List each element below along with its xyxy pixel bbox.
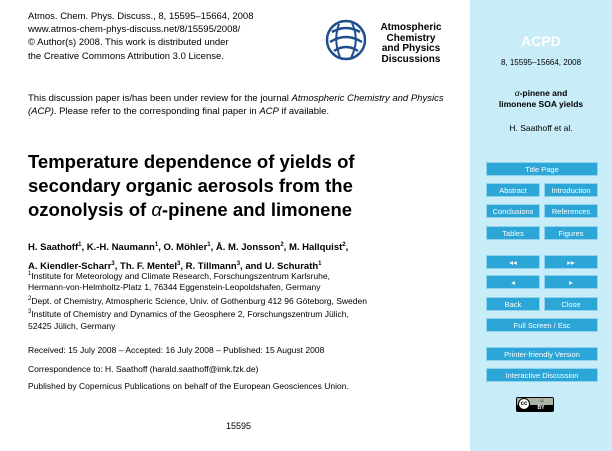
author-name: O. Möhler bbox=[163, 242, 208, 254]
short-title-alpha: α bbox=[514, 88, 520, 98]
author-aff: 1 bbox=[207, 242, 211, 248]
publisher-line: Published by Copernicus Publications on behalf of the European Geosciences Union. bbox=[28, 381, 349, 391]
affiliation-num: 3 bbox=[28, 309, 32, 316]
introduction-button[interactable]: Introduction bbox=[544, 183, 598, 197]
short-author: H. Saathoff et al. bbox=[509, 123, 573, 133]
logo-line: Discussions bbox=[381, 53, 441, 65]
author-sep: , bbox=[81, 242, 87, 254]
author-name: U. Schurath bbox=[264, 261, 319, 273]
globe-logo-icon bbox=[324, 18, 368, 62]
author-aff: 3 bbox=[177, 261, 181, 268]
author-name: A. Kiendler-Scharr bbox=[28, 261, 112, 273]
review-notice bbox=[28, 92, 458, 118]
author-sep: , bbox=[158, 242, 164, 254]
affiliation-text: 52425 Jülich, Germany bbox=[28, 320, 116, 331]
conclusions-button[interactable]: Conclusions bbox=[486, 204, 540, 218]
author-name: H. Saathoff bbox=[28, 242, 79, 254]
affiliation-text: Hermann-von-Helmholtz-Platz 1, 76344 Eggenstein-Leopoldshafen, Germany bbox=[28, 282, 321, 293]
copyright-line: © Author(s) 2008. This work is distributed under bbox=[28, 37, 229, 49]
received-dates: Received: 15 July 2008 – Accepted: 16 July 2008 – Published: 15 August 2008 bbox=[28, 345, 325, 355]
author-aff: 2 bbox=[342, 242, 346, 248]
citation-line: Atmos. Chem. Phys. Discuss., 8, 15595–15664, 2008 bbox=[28, 11, 254, 22]
notice-journal: Atmospheric Chemistry and Physics (ACP) bbox=[28, 93, 444, 117]
author-aff: 1 bbox=[318, 261, 322, 268]
affiliation-text: Institute for Meteorology and Climate Research, Forschungszentrum Karlsruhe, bbox=[31, 270, 330, 281]
notice-acp: ACP bbox=[259, 106, 279, 117]
title-alpha: α bbox=[151, 199, 162, 220]
author-name: Th. F. Mentel bbox=[120, 261, 178, 273]
short-title-line bbox=[470, 88, 612, 99]
references-button[interactable]: References bbox=[544, 204, 598, 218]
logo-line: and Physics bbox=[381, 43, 441, 54]
close-button[interactable]: Close bbox=[544, 297, 598, 311]
affiliation-list bbox=[28, 269, 464, 332]
author-name: M. Hallquist bbox=[288, 242, 343, 254]
author-sep: , bbox=[180, 261, 186, 273]
affiliation-text: Dept. of Chemistry, Atmospheric Science, Univ. of Gothenburg 412 96 Göteborg, Sweden bbox=[31, 295, 367, 306]
affiliation-num: 2 bbox=[28, 296, 32, 303]
next-page-icon[interactable]: ▸ bbox=[544, 275, 598, 289]
figures-button[interactable]: Figures bbox=[544, 226, 598, 240]
author-sep: , bbox=[283, 242, 289, 254]
prev-page-icon[interactable]: ◂ bbox=[486, 275, 540, 289]
last-page-icon[interactable]: ▸▸ bbox=[544, 255, 598, 269]
citation-header bbox=[28, 10, 254, 63]
page-number: 15595 bbox=[226, 421, 252, 431]
title-line bbox=[28, 198, 458, 222]
back-button[interactable]: Back bbox=[486, 297, 540, 311]
title-text: -pinene and limonene bbox=[161, 199, 353, 220]
author-aff: 3 bbox=[236, 261, 241, 268]
fullscreen-button[interactable]: Full Screen / Esc bbox=[486, 318, 598, 332]
cc-by-license-icon[interactable] bbox=[516, 397, 554, 412]
author-name: Å. M. Jonsson bbox=[215, 242, 281, 254]
journal-abbrev: ACPD bbox=[521, 33, 561, 49]
affiliation-text: Institute of Chemistry and Dynamics of the Geosphere 2, Forschungszentrum Jülich, bbox=[31, 309, 349, 320]
printer-friendly-button[interactable]: Printer-friendly Version bbox=[486, 347, 598, 361]
abstract-button[interactable]: Abstract bbox=[486, 183, 540, 197]
author-aff: 3 bbox=[111, 261, 115, 268]
author-sep: , bbox=[114, 261, 121, 273]
interactive-discussion-button[interactable]: Interactive Discussion bbox=[486, 368, 598, 382]
first-page-icon[interactable]: ◂◂ bbox=[486, 255, 540, 269]
affiliation-item bbox=[28, 294, 464, 307]
notice-text: This discussion paper is/has been under review for the journal bbox=[28, 93, 292, 104]
title-page-button[interactable]: Title Page bbox=[486, 162, 598, 176]
logo-line: Chemistry bbox=[386, 32, 436, 44]
affiliation-num: 1 bbox=[28, 271, 32, 277]
logo-wordmark bbox=[368, 23, 454, 65]
author-sep: , and bbox=[240, 261, 265, 273]
journal-ref: 8, 15595–15664, 2008 bbox=[500, 58, 582, 67]
article-url[interactable]: www.atmos-chem-phys-discuss.net/8/15595/2008/ bbox=[28, 24, 241, 36]
affiliation-item bbox=[28, 269, 464, 282]
author-line bbox=[28, 237, 464, 256]
license-line: the Creative Commons Attribution 3.0 License. bbox=[28, 50, 224, 62]
cc-by-label: BY bbox=[537, 405, 545, 411]
cc-by-person-icon: ☺ bbox=[539, 398, 545, 404]
title-line: Temperature dependence of yields of bbox=[28, 151, 355, 172]
correspondence: Correspondence to: H. Saathoff (harald.saathoff@imk.fzk.de) bbox=[28, 364, 259, 374]
short-title bbox=[470, 88, 612, 110]
author-name: K.-H. Naumann bbox=[86, 242, 155, 254]
short-title-line: limonene SOA yields bbox=[498, 99, 584, 109]
author-name: R. Tillmann bbox=[185, 261, 237, 273]
cc-logo-icon: cc bbox=[518, 398, 530, 410]
author-sep: , bbox=[210, 242, 216, 254]
title-line: secondary organic aerosols from the bbox=[28, 175, 353, 196]
tables-button[interactable]: Tables bbox=[486, 226, 540, 240]
logo-line: Atmospheric bbox=[380, 22, 442, 33]
notice-text: . Please refer to the corresponding final paper in bbox=[53, 106, 260, 117]
short-title-text: -pinene and bbox=[519, 88, 568, 98]
author-aff: 1 bbox=[78, 242, 82, 248]
title-text: ozonolysis of bbox=[28, 199, 152, 220]
affiliation-item bbox=[28, 307, 464, 320]
paper-title bbox=[28, 150, 458, 222]
notice-text: if available. bbox=[278, 106, 330, 117]
author-aff: 1 bbox=[154, 242, 159, 248]
author-aff: 2 bbox=[280, 242, 284, 248]
acpd-logo bbox=[324, 18, 454, 70]
author-sep: , bbox=[345, 242, 349, 254]
